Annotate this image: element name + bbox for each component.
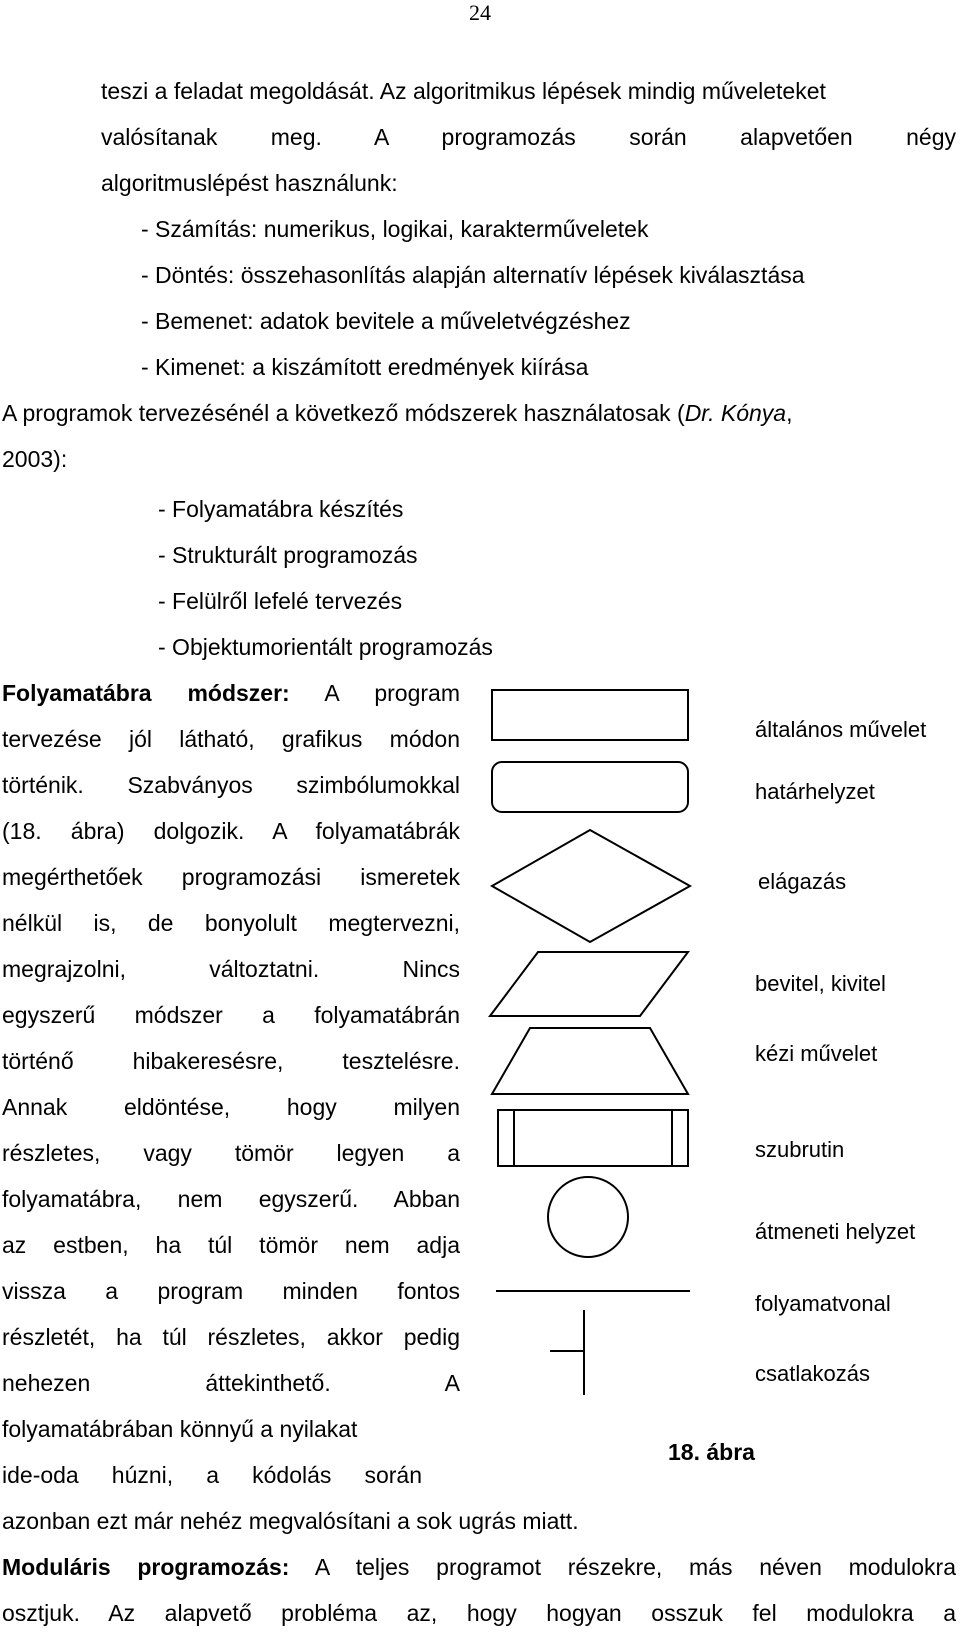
modular-para-text: A teljes programot részekre, más néven modulokra [289,1554,956,1580]
connector-icon [550,1310,584,1395]
rounded-rectangle-icon [492,762,688,812]
flowchart-para-line-1 [2,678,460,708]
label-boundary: határhelyzet [755,779,875,804]
flowchart-para-line: megrajzolni, változtatni. Nincs [2,956,460,982]
flowchart-symbols-figure [480,680,700,1400]
label-transition-state: átmeneti helyzet [755,1219,916,1244]
method-item-topdown: - Felülről lefelé tervezés [158,588,403,614]
methods-intro-text: A programok tervezésénél a következő módszerek használatosak ( [2,400,685,426]
label-connector: csatlakozás [755,1361,870,1386]
flowchart-para-line: nélkül is, de bonyolult megtervezni, [2,910,460,936]
step-item-computation: - Számítás: numerikus, logikai, karakterműveletek [141,216,649,242]
label-flowline: folyamatvonal [755,1291,891,1316]
flowchart-para-line: Annak eldöntése, hogy milyen [2,1094,460,1120]
intro-line-1: teszi a feladat megoldását. Az algoritmikus lépések mindig műveleteket [101,78,826,104]
flowchart-para-line: részletes, vagy tömör legyen a [2,1140,460,1166]
flowchart-para-line: vissza a program minden fontos [2,1278,460,1304]
label-general-operation: általános művelet [755,717,927,742]
flowchart-para-line: folyamatábrában könnyű a nyilakat [2,1416,358,1442]
methods-intro-line-2: 2003): [2,446,68,472]
flowchart-method-heading: Folyamatábra módszer: [2,680,290,706]
trapezoid-icon [492,1028,688,1094]
methods-intro-comma: , [786,400,793,426]
step-item-input: - Bemenet: adatok bevitele a műveletvégzéshez [141,308,631,334]
intro-line-2: valósítanak meg. A programozás során alapvetően négy [101,124,956,150]
flowchart-para-line: tervezése jól látható, grafikus módon [2,726,460,752]
flowchart-para-line: egyszerű módszer a folyamatábrán [2,1002,460,1028]
intro-line-3: algoritmuslépést használunk: [101,170,398,196]
step-item-output: - Kimenet: a kiszámított eredmények kiírása [141,354,589,380]
flowchart-para-line: részletét, ha túl részletes, akkor pedig [2,1324,460,1350]
methods-intro-line-1 [2,398,793,428]
flowchart-para-line: az estben, ha túl tömör nem adja [2,1232,460,1258]
flowchart-para-line: (18. ábra) dolgozik. A folyamatábrák [2,818,460,844]
label-manual-operation: kézi művelet [755,1041,878,1066]
circle-icon [548,1177,628,1257]
method-item-structured: - Strukturált programozás [158,542,418,568]
flowchart-para-line: folyamatábra, nem egyszerű. Abban [2,1186,460,1212]
flowchart-para-line: nehezen áttekinthető. A [2,1370,460,1396]
flowchart-para-line: történik. Szabványos szimbólumokkal [2,772,460,798]
page-number: 24 [469,0,491,25]
figure-caption: 18. ábra [668,1439,755,1465]
modular-para-line-2: osztjuk. Az alapvető probléma az, hogy hogyan osszuk fel modulokra a [2,1600,956,1626]
diamond-icon [492,830,690,942]
method-item-flowchart: - Folyamatábra készítés [158,496,404,522]
modular-para-line-1 [2,1552,956,1582]
flowchart-para-line: ide-oda húzni, a kódolás során [2,1462,422,1488]
flowchart-para-line: megérthetőek programozási ismeretek [2,864,460,890]
flowchart-para-text: A program [289,680,460,706]
subroutine-icon [498,1110,688,1166]
citation-author: Dr. Kónya [684,400,787,426]
label-subroutine: szubrutin [755,1137,845,1162]
step-item-decision: - Döntés: összehasonlítás alapján alternatív lépések kiválasztása [141,262,805,288]
parallelogram-icon [490,952,688,1016]
label-input-output: bevitel, kivitel [755,971,886,996]
flowchart-para-line: történő hibakeresésre, tesztelésre. [2,1048,460,1074]
rectangle-icon [492,690,688,740]
flowchart-para-last-line: azonban ezt már nehéz megvalósítani a sok ugrás miatt. [2,1508,579,1534]
label-branch: elágazás [758,869,847,894]
method-item-oop: - Objektumorientált programozás [158,634,493,660]
modular-heading: Moduláris programozás: [2,1554,290,1580]
